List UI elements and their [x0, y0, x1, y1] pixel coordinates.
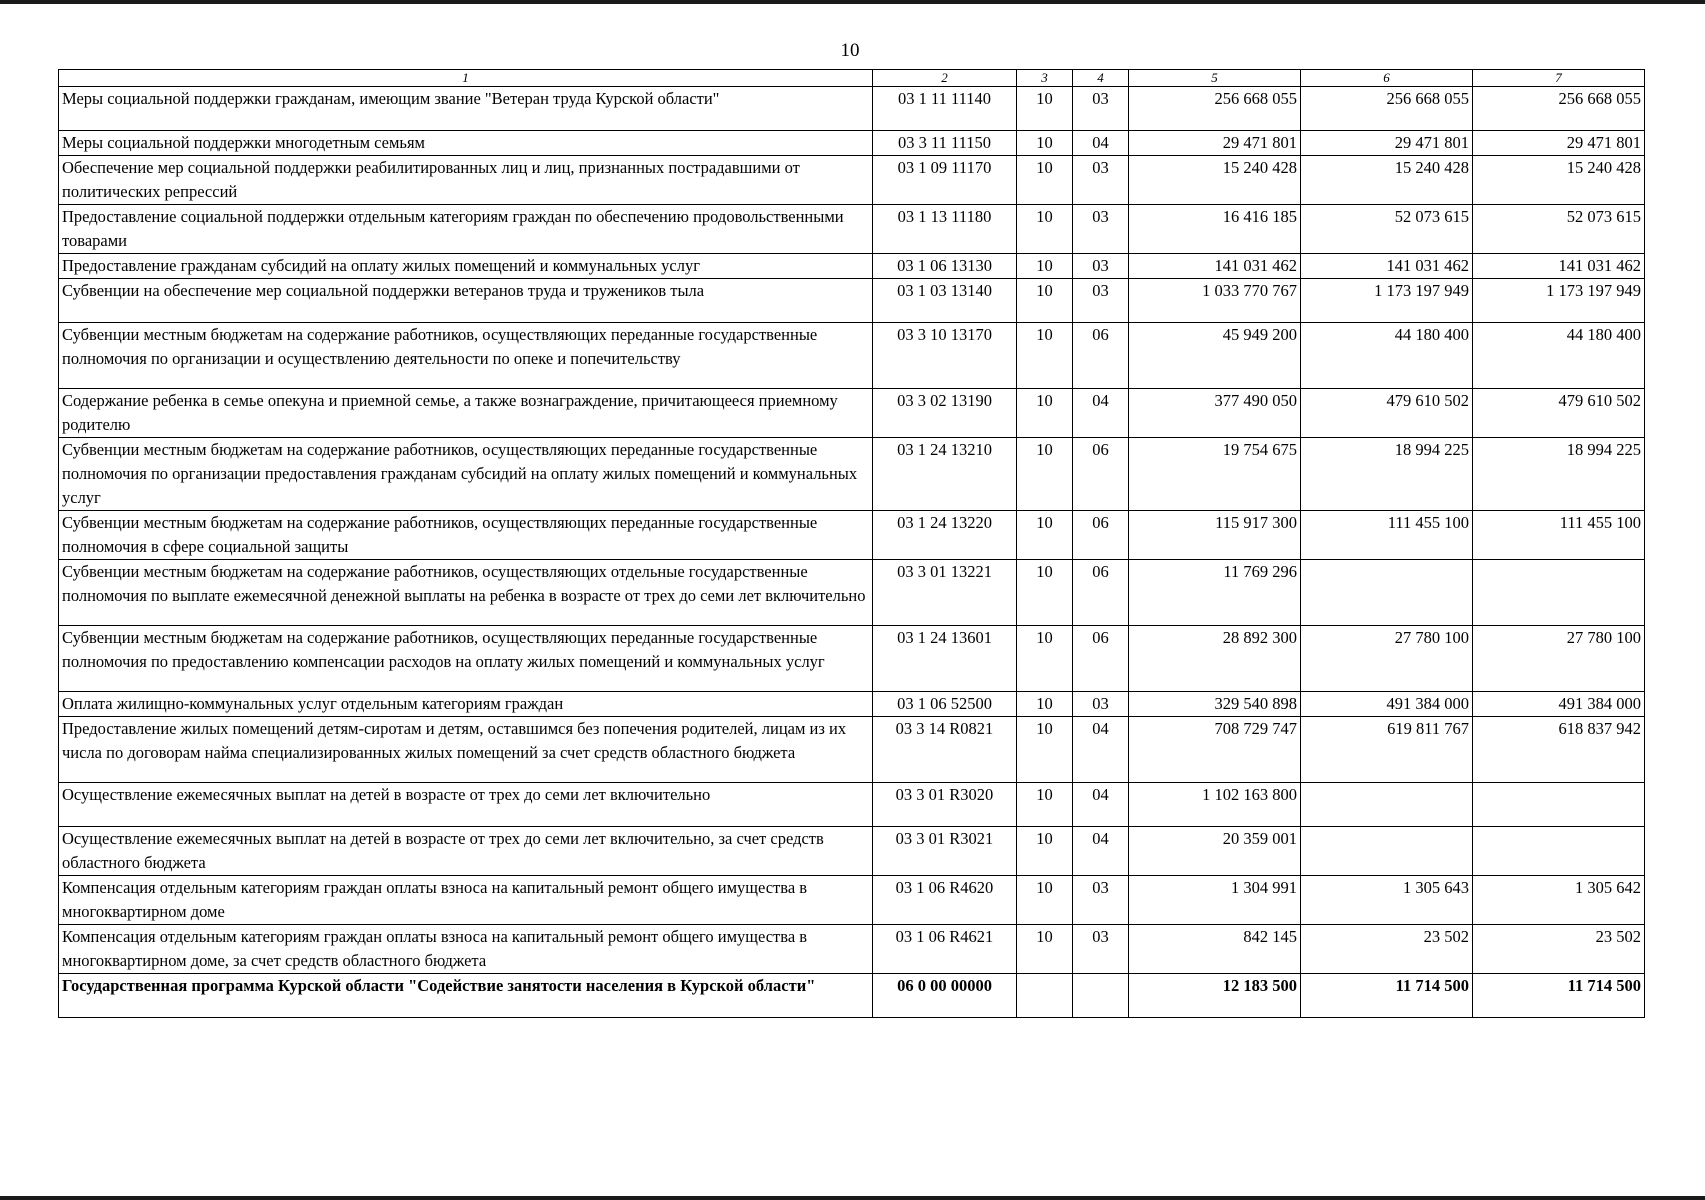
table-row [59, 876, 1645, 925]
amount-col-6: 256 668 055 [1301, 87, 1473, 131]
expenditure-name: Субвенции местным бюджетам на содержание работников, осуществляющих отдельные государственные полномочия по выплате ежемесячной денежной выплаты на ребенка в возрасте от трех до семи лет включительно [59, 560, 873, 626]
section-code: 10 [1017, 389, 1073, 438]
expenditure-name: Компенсация отдельным категориям граждан оплаты взноса на капитальный ремонт общего имущества в многоквартирном доме [59, 876, 873, 925]
column-header-1: 1 [59, 70, 873, 87]
target-article-code: 03 1 13 11180 [873, 205, 1017, 254]
target-article-code: 03 1 03 13140 [873, 279, 1017, 323]
subsection-code: 03 [1073, 692, 1129, 717]
section-code: 10 [1017, 783, 1073, 827]
expenditure-name: Компенсация отдельным категориям граждан оплаты взноса на капитальный ремонт общего имущества в многоквартирном доме, за счет средств областного бюджета [59, 925, 873, 974]
section-code: 10 [1017, 692, 1073, 717]
section-code: 10 [1017, 626, 1073, 692]
amount-col-7 [1473, 827, 1645, 876]
amount-col-5: 115 917 300 [1129, 511, 1301, 560]
page-number: 10 [840, 40, 860, 61]
subsection-code: 03 [1073, 279, 1129, 323]
amount-col-5: 377 490 050 [1129, 389, 1301, 438]
table-row [59, 279, 1645, 323]
amount-col-6: 1 305 643 [1301, 876, 1473, 925]
target-article-code: 03 1 06 52500 [873, 692, 1017, 717]
amount-col-5: 16 416 185 [1129, 205, 1301, 254]
subsection-code: 04 [1073, 827, 1129, 876]
amount-col-6: 1 173 197 949 [1301, 279, 1473, 323]
section-code [1017, 974, 1073, 1018]
table-row [59, 131, 1645, 156]
section-code: 10 [1017, 87, 1073, 131]
subsection-code: 04 [1073, 783, 1129, 827]
amount-col-6: 11 714 500 [1301, 974, 1473, 1018]
table-row [59, 87, 1645, 131]
column-number-row [59, 70, 1645, 87]
amount-col-7: 11 714 500 [1473, 974, 1645, 1018]
section-code: 10 [1017, 323, 1073, 389]
amount-col-5: 29 471 801 [1129, 131, 1301, 156]
amount-col-6: 27 780 100 [1301, 626, 1473, 692]
subsection-code: 03 [1073, 87, 1129, 131]
amount-col-5: 11 769 296 [1129, 560, 1301, 626]
section-code: 10 [1017, 279, 1073, 323]
amount-col-6: 23 502 [1301, 925, 1473, 974]
expenditure-name: Субвенции местным бюджетам на содержание работников, осуществляющих переданные государственные полномочия по организации предоставления гражданам субсидий на оплату жилых помещений и коммунальных услуг [59, 438, 873, 511]
amount-col-5: 329 540 898 [1129, 692, 1301, 717]
table-row [59, 156, 1645, 205]
table-row [59, 827, 1645, 876]
amount-col-7: 1 305 642 [1473, 876, 1645, 925]
subsection-code: 06 [1073, 438, 1129, 511]
table-row [59, 254, 1645, 279]
amount-col-5: 12 183 500 [1129, 974, 1301, 1018]
amount-col-5: 1 033 770 767 [1129, 279, 1301, 323]
amount-col-7: 18 994 225 [1473, 438, 1645, 511]
target-article-code: 03 1 06 R4621 [873, 925, 1017, 974]
subsection-code: 06 [1073, 323, 1129, 389]
amount-col-6 [1301, 560, 1473, 626]
section-code: 10 [1017, 131, 1073, 156]
amount-col-6: 111 455 100 [1301, 511, 1473, 560]
table-row [59, 205, 1645, 254]
table-row [59, 974, 1645, 1018]
expenditure-name: Меры социальной поддержки гражданам, имеющим звание "Ветеран труда Курской области" [59, 87, 873, 131]
section-code: 10 [1017, 717, 1073, 783]
amount-col-6: 18 994 225 [1301, 438, 1473, 511]
target-article-code: 03 1 24 13601 [873, 626, 1017, 692]
section-code: 10 [1017, 827, 1073, 876]
amount-col-6: 491 384 000 [1301, 692, 1473, 717]
expenditure-name: Субвенции местным бюджетам на содержание работников, осуществляющих переданные государственные полномочия по организации и осуществлению деятельности по опеке и попечительству [59, 323, 873, 389]
amount-col-7: 15 240 428 [1473, 156, 1645, 205]
budget-table [58, 69, 1645, 1018]
target-article-code: 03 1 09 11170 [873, 156, 1017, 205]
table-row [59, 626, 1645, 692]
amount-col-6: 44 180 400 [1301, 323, 1473, 389]
target-article-code: 03 3 01 R3020 [873, 783, 1017, 827]
amount-col-5: 19 754 675 [1129, 438, 1301, 511]
amount-col-7: 141 031 462 [1473, 254, 1645, 279]
table-row [59, 783, 1645, 827]
amount-col-7 [1473, 783, 1645, 827]
table-row [59, 692, 1645, 717]
table-row [59, 717, 1645, 783]
amount-col-7: 29 471 801 [1473, 131, 1645, 156]
amount-col-6 [1301, 827, 1473, 876]
target-article-code: 03 1 06 R4620 [873, 876, 1017, 925]
amount-col-5: 1 102 163 800 [1129, 783, 1301, 827]
target-article-code: 03 1 24 13210 [873, 438, 1017, 511]
amount-col-5: 28 892 300 [1129, 626, 1301, 692]
section-code: 10 [1017, 511, 1073, 560]
amount-col-6: 15 240 428 [1301, 156, 1473, 205]
scan-edge-bottom [0, 1196, 1705, 1200]
subsection-code [1073, 974, 1129, 1018]
target-article-code: 03 3 10 13170 [873, 323, 1017, 389]
amount-col-6 [1301, 783, 1473, 827]
column-header-4: 4 [1073, 70, 1129, 87]
amount-col-6: 479 610 502 [1301, 389, 1473, 438]
section-code: 10 [1017, 925, 1073, 974]
column-header-7: 7 [1473, 70, 1645, 87]
column-header-6: 6 [1301, 70, 1473, 87]
target-article-code: 03 1 24 13220 [873, 511, 1017, 560]
expenditure-name: Предоставление жилых помещений детям-сиротам и детям, оставшимся без попечения родителей, лицам из их числа по договорам найма специализированных жилых помещений за счет средств областного бюджета [59, 717, 873, 783]
target-article-code: 03 1 11 11140 [873, 87, 1017, 131]
expenditure-name: Обеспечение мер социальной поддержки реабилитированных лиц и лиц, признанных пострадавшими от политических репрессий [59, 156, 873, 205]
table-row [59, 560, 1645, 626]
section-code: 10 [1017, 205, 1073, 254]
table-row [59, 323, 1645, 389]
subsection-code: 04 [1073, 717, 1129, 783]
amount-col-5: 256 668 055 [1129, 87, 1301, 131]
amount-col-7: 111 455 100 [1473, 511, 1645, 560]
subsection-code: 03 [1073, 254, 1129, 279]
target-article-code: 03 3 01 R3021 [873, 827, 1017, 876]
subsection-code: 06 [1073, 560, 1129, 626]
amount-col-5: 15 240 428 [1129, 156, 1301, 205]
section-code: 10 [1017, 438, 1073, 511]
amount-col-6: 141 031 462 [1301, 254, 1473, 279]
amount-col-7 [1473, 560, 1645, 626]
amount-col-7: 479 610 502 [1473, 389, 1645, 438]
amount-col-7: 256 668 055 [1473, 87, 1645, 131]
amount-col-7: 1 173 197 949 [1473, 279, 1645, 323]
expenditure-name: Субвенции местным бюджетам на содержание работников, осуществляющих переданные государственные полномочия по предоставлению компенсации расходов на оплату жилых помещений и коммунальных услуг [59, 626, 873, 692]
amount-col-6: 52 073 615 [1301, 205, 1473, 254]
target-article-code: 03 1 06 13130 [873, 254, 1017, 279]
amount-col-7: 27 780 100 [1473, 626, 1645, 692]
expenditure-name: Предоставление гражданам субсидий на оплату жилых помещений и коммунальных услуг [59, 254, 873, 279]
table-row [59, 511, 1645, 560]
expenditure-name: Государственная программа Курской области "Содействие занятости населения в Курской области" [59, 974, 873, 1018]
expenditure-name: Субвенции на обеспечение мер социальной поддержки ветеранов труда и тружеников тыла [59, 279, 873, 323]
amount-col-6: 29 471 801 [1301, 131, 1473, 156]
amount-col-7: 23 502 [1473, 925, 1645, 974]
subsection-code: 06 [1073, 626, 1129, 692]
expenditure-name: Осуществление ежемесячных выплат на детей в возрасте от трех до семи лет включительно [59, 783, 873, 827]
section-code: 10 [1017, 254, 1073, 279]
target-article-code: 03 3 01 13221 [873, 560, 1017, 626]
expenditure-name: Меры социальной поддержки многодетным семьям [59, 131, 873, 156]
subsection-code: 03 [1073, 205, 1129, 254]
target-article-code: 03 3 14 R0821 [873, 717, 1017, 783]
subsection-code: 03 [1073, 925, 1129, 974]
scan-edge-top [0, 0, 1705, 4]
expenditure-name: Субвенции местным бюджетам на содержание работников, осуществляющих переданные государственные полномочия в сфере социальной защиты [59, 511, 873, 560]
subsection-code: 06 [1073, 511, 1129, 560]
table-body [59, 87, 1645, 1018]
column-header-3: 3 [1017, 70, 1073, 87]
amount-col-7: 52 073 615 [1473, 205, 1645, 254]
amount-col-5: 45 949 200 [1129, 323, 1301, 389]
target-article-code: 03 3 11 11150 [873, 131, 1017, 156]
amount-col-5: 141 031 462 [1129, 254, 1301, 279]
subsection-code: 04 [1073, 131, 1129, 156]
section-code: 10 [1017, 156, 1073, 205]
target-article-code: 03 3 02 13190 [873, 389, 1017, 438]
expenditure-name: Осуществление ежемесячных выплат на детей в возрасте от трех до семи лет включительно, за счет средств областного бюджета [59, 827, 873, 876]
amount-col-7: 491 384 000 [1473, 692, 1645, 717]
subsection-code: 04 [1073, 389, 1129, 438]
section-code: 10 [1017, 876, 1073, 925]
amount-col-5: 20 359 001 [1129, 827, 1301, 876]
amount-col-7: 618 837 942 [1473, 717, 1645, 783]
amount-col-5: 708 729 747 [1129, 717, 1301, 783]
table-row [59, 389, 1645, 438]
column-header-2: 2 [873, 70, 1017, 87]
subsection-code: 03 [1073, 156, 1129, 205]
column-header-5: 5 [1129, 70, 1301, 87]
amount-col-6: 619 811 767 [1301, 717, 1473, 783]
amount-col-7: 44 180 400 [1473, 323, 1645, 389]
subsection-code: 03 [1073, 876, 1129, 925]
expenditure-name: Содержание ребенка в семье опекуна и приемной семье, а также вознаграждение, причитающееся приемному родителю [59, 389, 873, 438]
table-row [59, 925, 1645, 974]
section-code: 10 [1017, 560, 1073, 626]
table-row [59, 438, 1645, 511]
amount-col-5: 842 145 [1129, 925, 1301, 974]
expenditure-name: Оплата жилищно-коммунальных услуг отдельным категориям граждан [59, 692, 873, 717]
expenditure-name: Предоставление социальной поддержки отдельным категориям граждан по обеспечению продовольственными товарами [59, 205, 873, 254]
amount-col-5: 1 304 991 [1129, 876, 1301, 925]
target-article-code: 06 0 00 00000 [873, 974, 1017, 1018]
